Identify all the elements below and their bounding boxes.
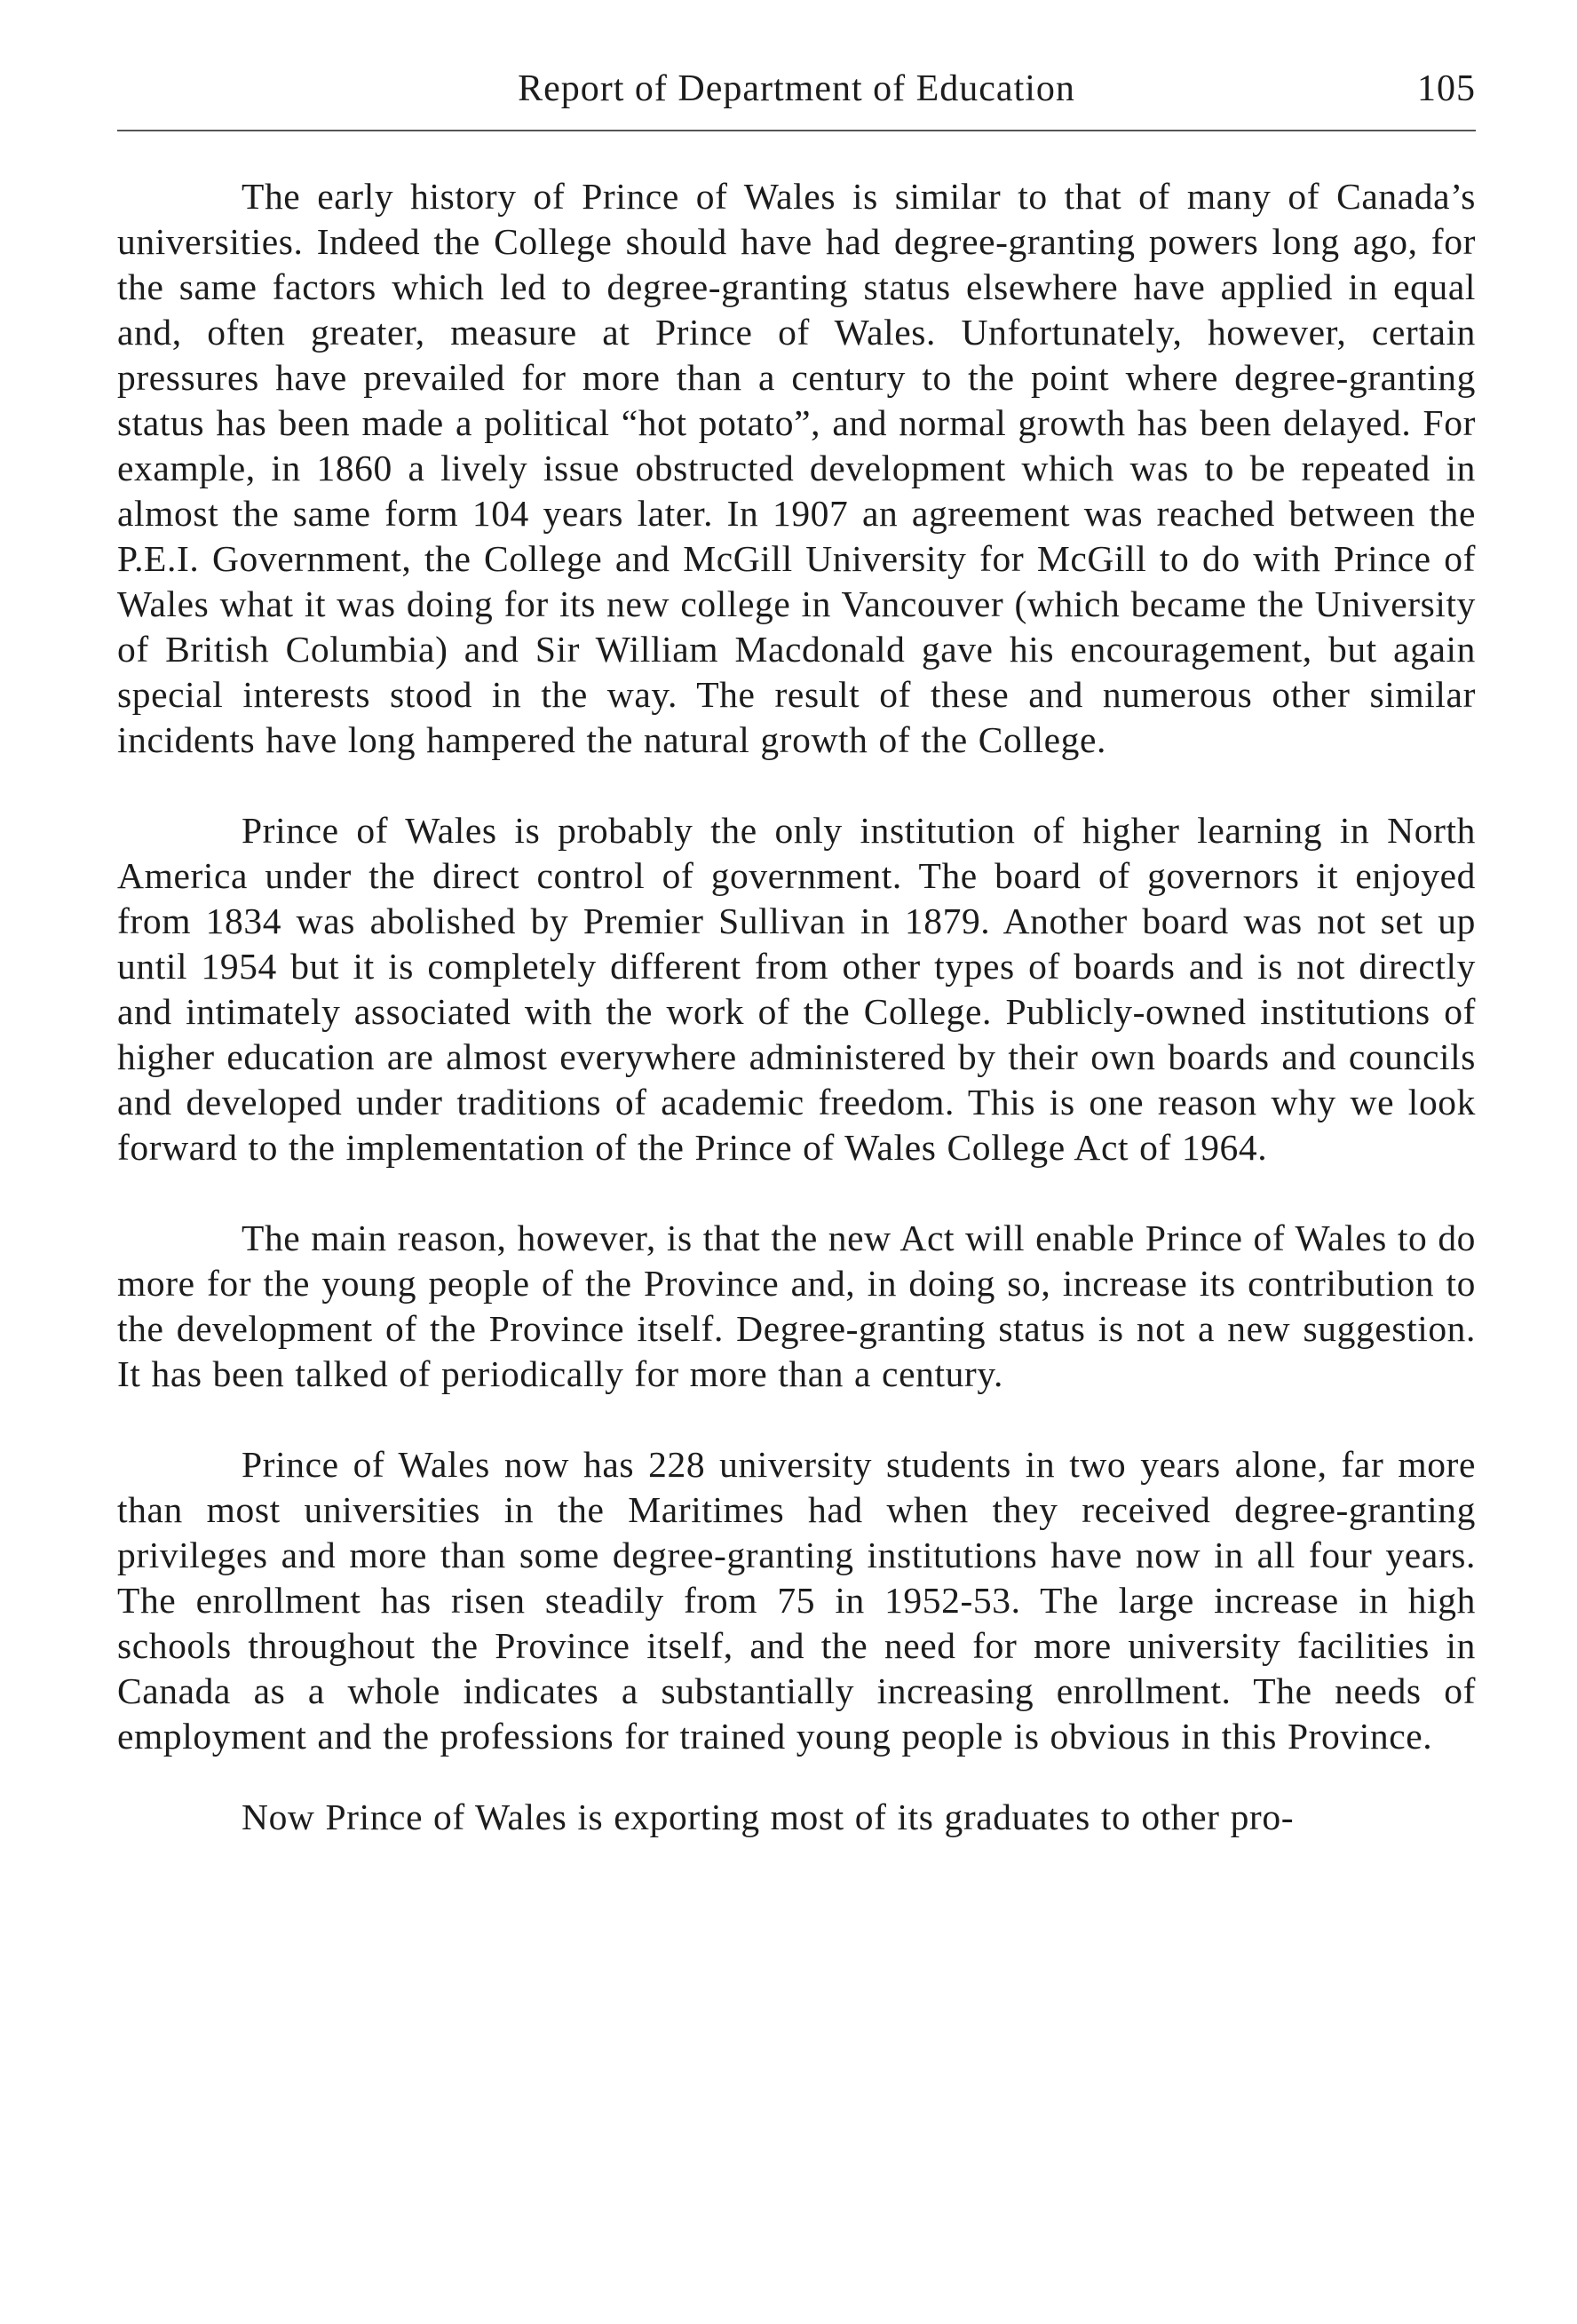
paragraph-government-control: Prince of Wales is probably the only institution of higher learning in North America under the direct control of government. The board of governors it enjoyed from 1834 was abolished by Premier Sullivan in 1879. Another board was not set up until 1954 but it is completely different from other types of boards and is not directly and intimately associated with the work of the College. Publicly-owned institutions of higher education are almost everywhere administered by their own boards and councils and developed under traditions of academic freedom. This is one reason why we look forward to the implementation of the Prince of Wales College Act of 1964. bbox=[117, 810, 1476, 1168]
paragraph-early-history: The early history of Prince of Wales is similar to that of many of Canada’s universities. Indeed the College should have had degree-granting powers long ago, for the same factors which led to degree-granting status elsewhere have applied in equal and, often greater, measure at Prince of Wales. Unfortunately, however, certain pressures have prevailed for more than a century to the point where degree-granting status has been made a political “hot potato”, and normal growth has been delayed. For example, in 1860 a lively issue obstructed development which was to be repeated in almost the same form 104 years later. In 1907 an agreement was reached between the P.E.I. Government, the College and McGill University for McGill to do with Prince of Wales what it was doing for its new college in Vancouver (which became the University of British Columbia) and Sir William Macdonald gave his encouragement, but again special interests stood in the way. The result of these and numerous other similar incidents have long hampered the natural growth of the College. bbox=[117, 176, 1476, 760]
page-number: 105 bbox=[1417, 68, 1476, 109]
paragraph-exporting-graduates: Now Prince of Wales is exporting most of its graduates to other pro- bbox=[242, 1797, 1295, 1837]
running-title: Report of Department of Education bbox=[518, 68, 1075, 109]
body-text bbox=[117, 174, 1476, 1840]
paragraph-enrollment: Prince of Wales now has 228 university students in two years alone, far more than most universities in the Maritimes had when they received degree-granting privileges and more than some degree-granting institutions have now in all four years. The enrollment has risen steadily from 75 in 1952-53. The large increase in high schools throughout the Province itself, and the need for more university facilities in Canada as a whole indicates a substantially increasing enrollment. The needs of employment and the professions for trained young people is obvious in this Province. bbox=[117, 1444, 1476, 1757]
running-header bbox=[117, 59, 1476, 131]
paragraph-main-reason: The main reason, however, is that the new Act will enable Prince of Wales to do more for the young people of the Province and, in doing so, increase its contribution to the development of the Province itself. Degree-granting status is not a new suggestion. It has been talked of periodically for more than a century. bbox=[117, 1218, 1477, 1394]
